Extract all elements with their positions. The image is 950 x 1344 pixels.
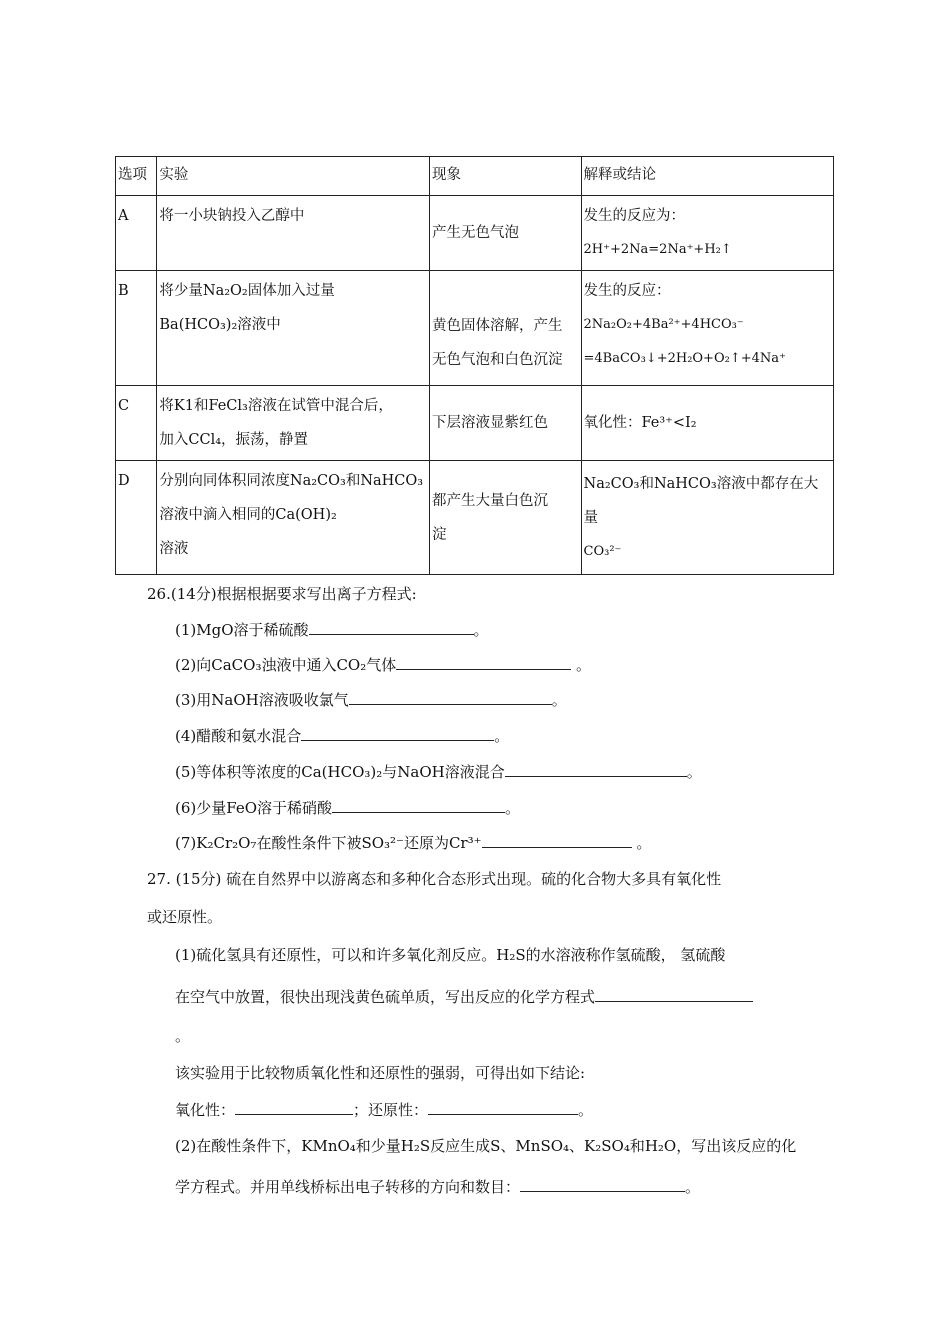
table-header-row — [116, 157, 834, 196]
reducing-blank[interactable] — [428, 1098, 578, 1115]
q27-part1-line2: 在空气中放置，很快出现浅黄色硫单质，写出反应的化学方程式 — [175, 985, 753, 1007]
q27-part2-line1: (2)在酸性条件下，KMnO₄和少量H₂S反应生成S、MnSO₄、K₂SO₄和H₂O，写出该反应的化 — [175, 1137, 797, 1155]
phenomenon-cell: 黄色固体溶解，产生 无色气泡和白色沉淀 — [430, 271, 581, 386]
answer-blank[interactable] — [301, 724, 494, 741]
phenomenon-cell: 产生无色气泡 — [430, 196, 581, 271]
experiment-cell: 将一小块钠投入乙醇中 — [157, 196, 430, 271]
q26-item: (3)用NaOH溶液吸收氯气 。 — [175, 688, 567, 710]
question-26-title: 26.(14分)根据根据要求写出离子方程式: — [147, 585, 417, 603]
answer-blank[interactable] — [332, 796, 505, 813]
q26-item: (7)K₂Cr₂O₇在酸性条件下被SO₃²⁻还原为Cr³⁺ 。 — [175, 831, 651, 853]
conclusion-cell: 发生的反应： 2Na₂O₂+4Ba²⁺+4HCO₃⁻ =4BaCO₃↓+2H₂O+O₂↑+4Na⁺ — [581, 271, 833, 386]
q27-part2-line2: 学方程式。并用单线桥标出电子转移的方向和数目： 。 — [175, 1175, 700, 1197]
q27-part1-line1: (1)硫化氢具有还原性，可以和许多氧化剂反应。H₂S的水溶液称作氢硫酸， 氢硫酸 — [175, 946, 726, 964]
header-experiment: 实验 — [157, 157, 430, 196]
option-cell: A — [116, 196, 157, 271]
oxidizing-blank[interactable] — [235, 1098, 353, 1115]
table-row — [116, 461, 834, 575]
table-row — [116, 271, 834, 386]
answer-blank[interactable] — [520, 1175, 685, 1192]
option-cell: C — [116, 386, 157, 461]
table-row — [116, 196, 834, 271]
q26-item: (5)等体积等浓度的Ca(HCO₃)₂与NaOH溶液混合 。 — [175, 760, 702, 782]
q26-item: (2)向CaCO₃浊液中通入CO₂气体 。 — [175, 653, 591, 675]
answer-blank[interactable] — [349, 688, 552, 705]
answer-blank[interactable] — [482, 831, 632, 848]
question-27-line1: 27. (15分) 硫在自然界中以游离态和多种化合态形式出现。硫的化合物大多具有氧化性 — [147, 870, 722, 888]
conclusion-cell: 发生的反应为： 2H⁺+2Na=2Na⁺+H₂↑ — [581, 196, 833, 271]
conclusion-cell: Na₂CO₃和NaHCO₃溶液中都存在大量 CO₃²⁻ — [581, 461, 833, 575]
phenomenon-cell: 都产生大量白色沉 淀 — [430, 461, 581, 575]
q26-item: (6)少量FeO溶于稀硝酸 。 — [175, 796, 520, 818]
q26-item: (4)醋酸和氨水混合 。 — [175, 724, 509, 746]
q26-item: (1)MgO溶于稀硫酸 。 — [175, 618, 489, 640]
experiment-table — [115, 156, 834, 575]
answer-blank[interactable] — [505, 760, 687, 777]
answer-blank[interactable] — [396, 653, 571, 670]
header-option: 选项 — [116, 157, 157, 196]
header-phenomenon: 现象 — [430, 157, 581, 196]
conclusion-cell: 氧化性：Fe³⁺<I₂ — [581, 386, 833, 461]
answer-blank[interactable] — [309, 618, 474, 635]
q27-part1-line3: 该实验用于比较物质氧化性和还原性的强弱，可得出如下结论: — [175, 1064, 586, 1082]
experiment-cell: 将K1和FeCl₃溶液在试管中混合后， 加入CCl₄，振荡，静置 — [157, 386, 430, 461]
experiment-cell: 将少量Na₂O₂固体加入过量 Ba(HCO₃)₂溶液中 — [157, 271, 430, 386]
phenomenon-cell: 下层溶液显紫红色 — [430, 386, 581, 461]
q27-part1-answers: 氧化性： ；还原性： 。 — [175, 1098, 593, 1120]
experiment-cell: 分别向同体积同浓度Na₂CO₃和NaHCO₃ 溶液中滴入相同的Ca(OH)₂ 溶液 — [157, 461, 430, 575]
option-cell: D — [116, 461, 157, 575]
question-27-line2: 或还原性。 — [147, 908, 223, 926]
answer-blank[interactable] — [595, 985, 753, 1002]
table-row — [116, 386, 834, 461]
header-conclusion: 解释或结论 — [581, 157, 833, 196]
q27-part1-period: 。 — [175, 1027, 191, 1045]
option-cell: B — [116, 271, 157, 386]
